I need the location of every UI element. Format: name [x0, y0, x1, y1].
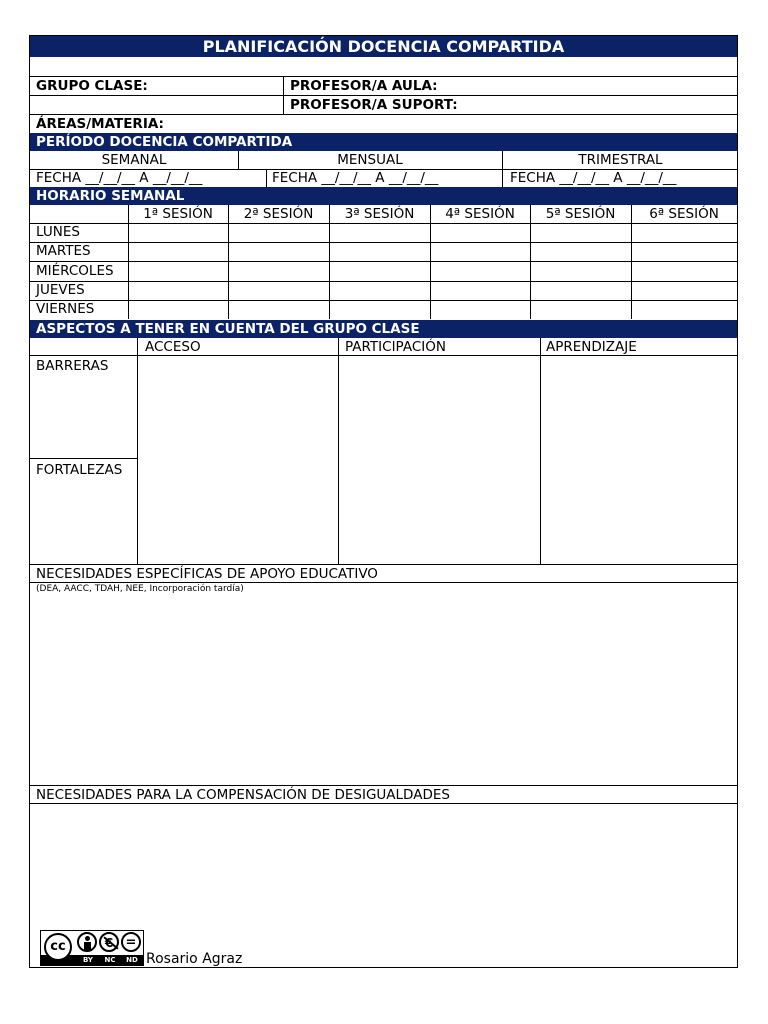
title-band — [30, 36, 737, 57]
session-header-6: 6ª SESIÓN — [649, 206, 719, 222]
aspectos-barreras: BARRERAS — [36, 358, 109, 374]
badge-by: BY — [82, 956, 94, 964]
day-viernes: VIERNES — [36, 301, 95, 317]
cc-icon: cc — [44, 933, 72, 961]
author-name: Rosario Agraz — [146, 951, 243, 967]
planning-form — [29, 35, 738, 968]
fecha-mensual: FECHA __/__/__ A __/__/__ — [272, 170, 439, 186]
aspectos-band — [30, 320, 737, 338]
session-header-1: 1ª SESIÓN — [143, 206, 213, 222]
necesidades-apoyo-label: NECESIDADES ESPECÍFICAS DE APOYO EDUCATIVO — [36, 566, 378, 582]
periodo-mensual: MENSUAL — [337, 152, 403, 168]
day-miercoles: MIÉRCOLES — [36, 263, 114, 279]
periodo-trimestral: TRIMESTRAL — [578, 152, 663, 168]
periodo-semanal: SEMANAL — [101, 152, 167, 168]
profesor-aula-label: PROFESOR/A AULA: — [290, 78, 438, 94]
aspectos-aprendizaje: APRENDIZAJE — [546, 339, 637, 355]
horario-heading: HORARIO SEMANAL — [36, 188, 185, 204]
page-title: PLANIFICACIÓN DOCENCIA COMPARTIDA — [202, 37, 565, 56]
session-header-4: 4ª SESIÓN — [445, 206, 515, 222]
periodo-heading: PERÍODO DOCENCIA COMPARTIDA — [36, 134, 293, 150]
day-lunes: LUNES — [36, 224, 80, 240]
noncommercial-icon: € — [99, 932, 119, 952]
session-header-2: 2ª SESIÓN — [243, 206, 314, 222]
areas-materia-label: ÁREAS/MATERIA: — [36, 116, 164, 132]
badge-nc: NC — [104, 956, 116, 964]
noderivatives-icon: = — [121, 932, 141, 952]
person-icon — [77, 932, 97, 952]
fecha-trimestral: FECHA __/__/__ A __/__/__ — [510, 170, 677, 186]
session-header-3: 3ª SESIÓN — [344, 206, 415, 222]
horario-band — [30, 187, 737, 205]
profesor-suport-label: PROFESOR/A SUPORT: — [290, 97, 458, 113]
necesidades-compensacion-label: NECESIDADES PARA LA COMPENSACIÓN DE DESIGUALDADES — [36, 787, 450, 803]
day-jueves: JUEVES — [36, 282, 85, 298]
periodo-band — [30, 133, 737, 151]
grupo-clase-label: GRUPO CLASE: — [36, 78, 148, 94]
aspectos-heading: ASPECTOS A TENER EN CUENTA DEL GRUPO CLASE — [36, 321, 420, 337]
fecha-semanal: FECHA __/__/__ A __/__/__ — [36, 170, 203, 186]
aspectos-participacion: PARTICIPACIÓN — [345, 339, 446, 355]
session-header-5: 5ª SESIÓN — [545, 206, 616, 222]
cc-license-badge — [40, 930, 144, 966]
necesidades-apoyo-note: (DEA, AACC, TDAH, NEE, Incorporación tardía) — [36, 584, 244, 594]
day-martes: MARTES — [36, 243, 91, 259]
aspectos-acceso: ACCESO — [145, 339, 201, 355]
aspectos-fortalezas: FORTALEZAS — [36, 462, 123, 478]
badge-nd: ND — [126, 956, 138, 964]
